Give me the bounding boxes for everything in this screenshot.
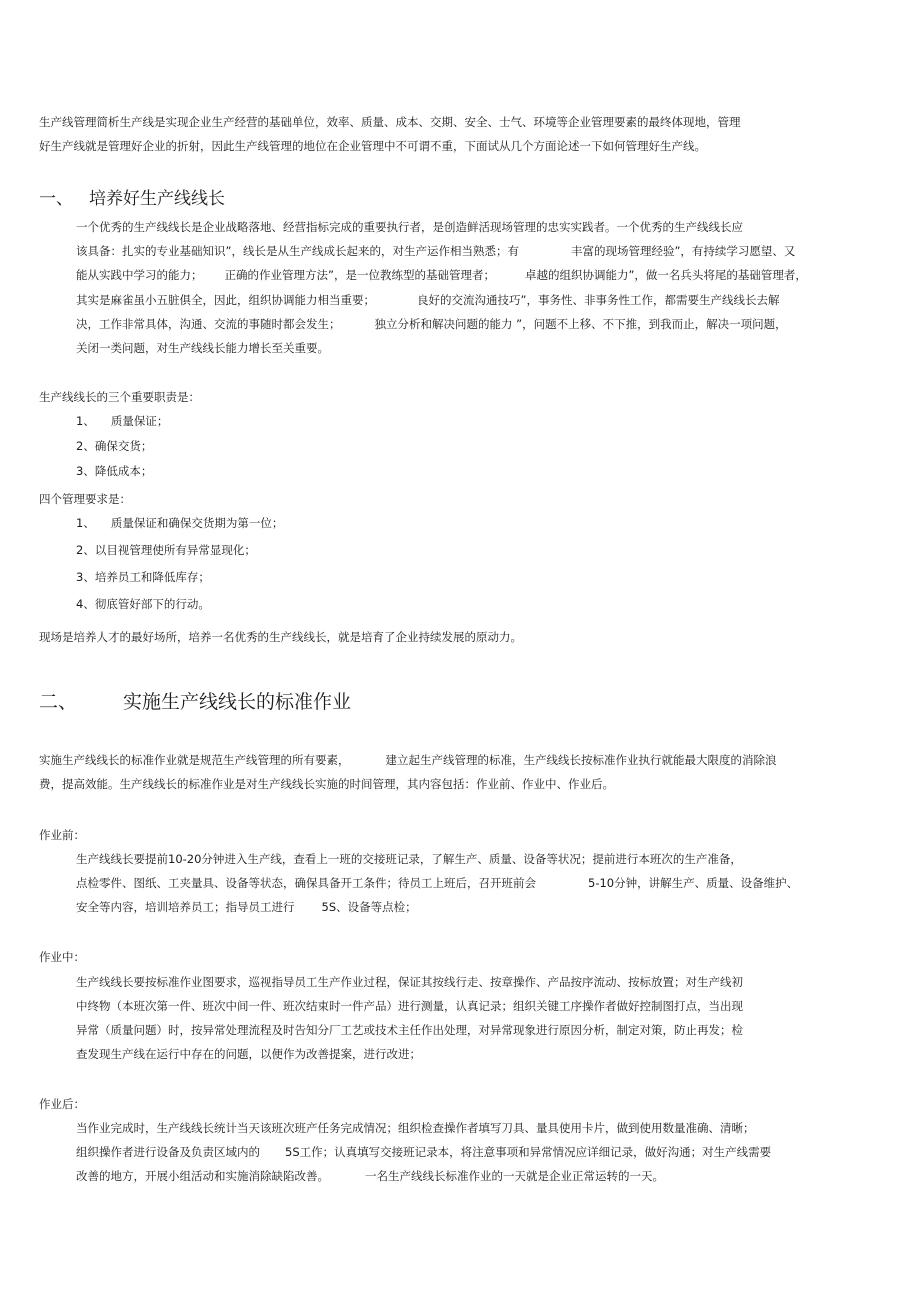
s1-p1-line-3-a: 能从实践中学习的能力；: [76, 268, 203, 282]
intro-line-1: 生产线管理简析生产线是实现企业生产经营的基础单位，效率、质量、成本、交期、安全、士气、环境等企业管理要素的最终体现地，管理: [39, 115, 741, 129]
section1-heading: [39, 188, 225, 210]
s1-p1-line-5-b: 独立分析和解决问题的能力 ”，问题不上移、不下推，到我而止，解决一项问题，: [374, 317, 787, 331]
s2-p1-line-1-a: 实施生产线线长的标准作业就是规范生产线管理的所有要素，: [39, 753, 350, 767]
intro-line-2: 好生产线就是管理好企业的折射，因此生产线管理的地位在企业管理中不可谓不重，下面试从几个方面论述一下如何管理好生产线。: [39, 139, 706, 153]
duty-2: 2、确保交货；: [76, 439, 153, 453]
s1-p1-line-5: [76, 316, 787, 332]
before-line-2: [76, 875, 798, 891]
s1-p1-line-2-b: 丰富的现场管理经验”，有持续学习愿望、又: [570, 244, 796, 258]
duties-title: 生产线线长的三个重要职责是：: [39, 390, 200, 404]
s1-p1-line-2: [76, 243, 795, 259]
req-1-text: 质量保证和确保交货期为第一位；: [110, 516, 284, 530]
s1-p1-line-6: 关闭一类问题，对生产线线长能力增长至关重要。: [76, 341, 329, 355]
after-line-2-a: 组织操作者进行设备及负责区域内的: [76, 1145, 260, 1159]
before-line-3-a: 安全等内容，培训培养员工；指导员工进行: [76, 900, 295, 914]
section1-summary: 现场是培养人才的最好场所，培养一名优秀的生产线线长，就是培育了企业持续发展的原动力。: [39, 630, 522, 644]
after-line-3-a: 改善的地方，开展小组活动和实施消除缺陷改善。: [76, 1169, 329, 1183]
s1-p1-line-4: [76, 292, 779, 308]
after-line-2: [76, 1144, 771, 1160]
before-line-1: 生产线线长要提前10-20分钟进入生产线，查看上一班的交接班记录，了解生产、质量、设备等状况；提前进行本班次的生产准备，: [76, 852, 742, 866]
s1-p1-line-3: [76, 267, 807, 283]
s1-p1-line-2-a: 该具备：扎实的专业基础知识”，线长是从生产线成长起来的，对生产运作相当熟悉；有: [76, 244, 519, 258]
before-label: 作业前：: [39, 828, 85, 842]
during-line-3: 异常（质量问题）时，按异常处理流程及时告知分厂工艺或技术主任作出处理，对异常现象进行原因分析，制定对策，防止再发；检: [76, 1023, 743, 1037]
req-3: 3、培养员工和降低库存；: [76, 570, 210, 584]
s2-p1-line-1: [39, 752, 777, 768]
section2-number: 二、: [39, 691, 78, 713]
after-label: 作业后：: [39, 1097, 85, 1111]
req-1-num: 1、: [76, 516, 95, 530]
req-title: 四个管理要求是：: [39, 492, 131, 506]
during-line-2: 中终物（本班次第一件、班次中间一件、班次结束时一件产品）进行测量，认真记录；组织关键工序操作者做好控制图打点，当出现: [76, 999, 743, 1013]
duty-1: [76, 413, 168, 429]
duty-1-text: 质量保证；: [110, 414, 169, 428]
after-line-1: 当作业完成时，生产线线长统计当天该班次班产任务完成情况；组织检查操作者填写刀具、量具使用卡片，做到使用数量准确、清晰；: [76, 1121, 755, 1135]
s1-p1-line-4-a: 其实是麻雀虽小五脏俱全，因此，组织协调能力相当重要；: [76, 293, 375, 307]
during-line-4: 查发现生产线在运行中存在的问题，以便作为改善提案，进行改进；: [76, 1047, 421, 1061]
s1-p1-line-5-a: 决，工作非常具体，沟通、交流的事随时都会发生；: [76, 317, 341, 331]
after-line-2-b: 5S工作；认真填写交接班记录本，将注意事项和异常情况应详细记录，做好沟通；对生产线需要: [285, 1145, 772, 1159]
s1-p1-line-3-c: 卓越的组织协调能力”，做一名兵头将尾的基础管理者，: [524, 268, 807, 282]
req-4: 4、彻底管好部下的行动。: [76, 597, 210, 611]
duty-1-num: 1、: [76, 414, 95, 428]
before-line-3: [76, 899, 417, 915]
before-line-3-b: 5S、设备等点检；: [321, 900, 417, 914]
s1-p1-line-4-b: 良好的交流沟通技巧”，事务性、非事务性工作，都需要生产线线长去解: [417, 293, 780, 307]
during-label: 作业中：: [39, 950, 85, 964]
req-2: 2、以目视管理使所有异常显现化；: [76, 543, 256, 557]
section2-title: 实施生产线线长的标准作业: [123, 691, 352, 713]
during-line-1: 生产线线长要按标准作业图要求，巡视指导员工生产作业过程，保证其按线行走、按章操作、产品按序流动、按标放置；对生产线初: [76, 975, 743, 989]
s1-p1-line-3-b: 正确的作业管理方法”，是一位教练型的基础管理者；: [224, 268, 495, 282]
section1-title: 培养好生产线线长: [89, 189, 225, 209]
s1-p1-line-1: 一个优秀的生产线线长是企业战略落地、经营指标完成的重要执行者，是创造鲜活现场管理的忠实实践者。一个优秀的生产线线长应: [76, 220, 743, 234]
duty-3: 3、降低成本；: [76, 464, 153, 478]
after-line-3-b: 一名生产线线长标准作业的一天就是企业正常运转的一天。: [365, 1169, 664, 1183]
after-line-3: [76, 1168, 664, 1184]
section2-heading: [39, 690, 351, 714]
before-line-2-a: 点检零件、图纸、工夹量具、设备等状态，确保具备开工条件；待员工上班后，召开班前会: [76, 876, 536, 890]
before-line-2-b: 5-10分钟，讲解生产、质量、设备维护、: [588, 876, 799, 890]
s2-p1-line-1-b: 建立起生产线管理的标准，生产线线长按标准作业执行就能最大限度的消除浪: [385, 753, 777, 767]
section1-number: 一、: [39, 189, 73, 209]
s2-p1-line-2: 费，提高效能。生产线线长的标准作业是对生产线线长实施的时间管理，其内容包括：作业前、作业中、作业后。: [39, 777, 614, 791]
req-1: [76, 515, 283, 531]
